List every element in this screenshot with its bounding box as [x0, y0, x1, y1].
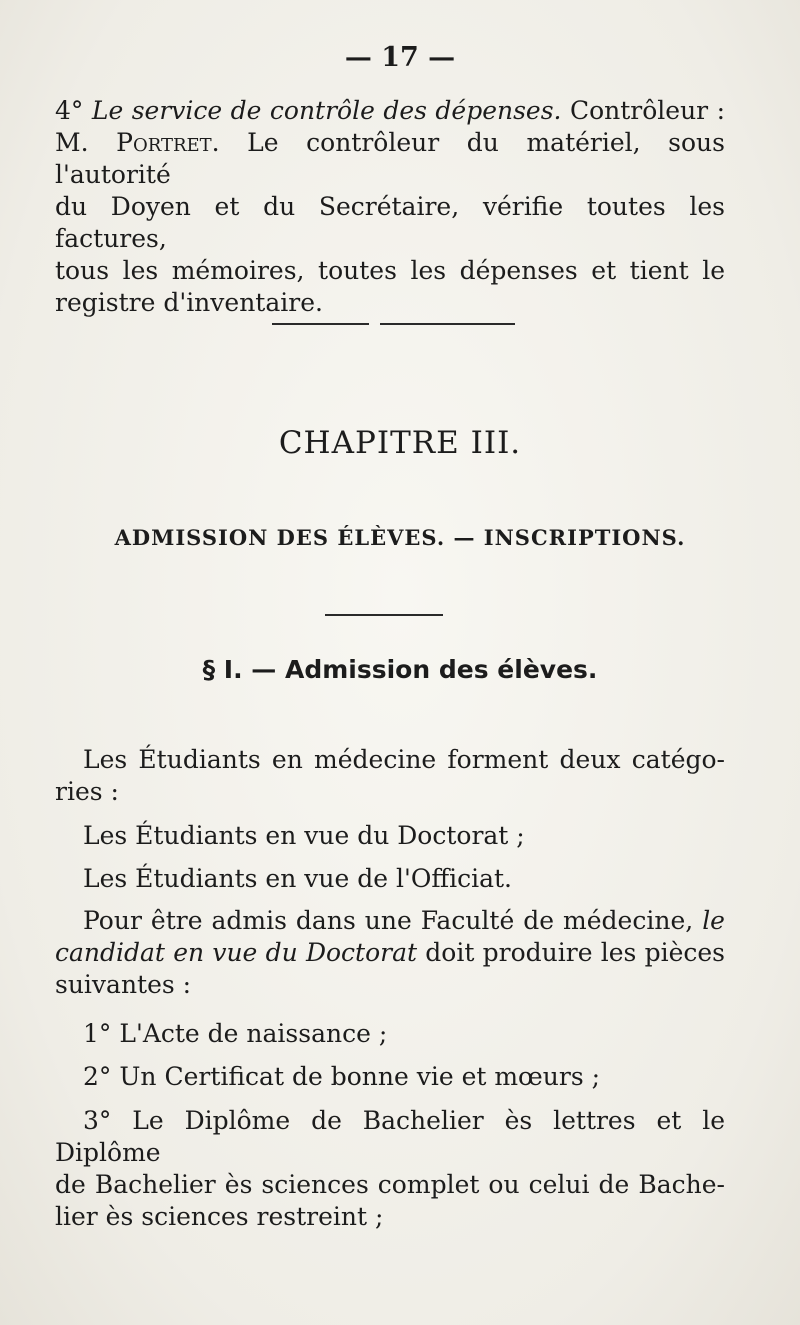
section-title: § I. — Admission des élèves.: [202, 655, 598, 684]
list-item-diplome: [55, 1105, 725, 1233]
text-run: Pour être admis dans une Faculté de médecine,: [83, 906, 694, 935]
paragraph-admission: [55, 905, 725, 1001]
paragraph-line: lier ès sciences restreint ;: [55, 1202, 384, 1231]
text-run-italic: le: [702, 906, 725, 935]
paragraph-controle-depenses: [55, 95, 725, 319]
section-heading-italic: Le service de contrôle des dépenses.: [91, 96, 562, 125]
text-run: Contrôleur :: [569, 96, 725, 125]
paragraph-line: [55, 127, 725, 191]
paragraph-line: du Doyen et du Secrétaire, vérifie toutes les factures,: [55, 192, 725, 253]
list-item-acte-naissance: 1° L'Acte de naissance ;: [83, 1019, 388, 1048]
person-name: Portret: [116, 128, 212, 157]
divider-rule: [325, 614, 443, 616]
divider-rule: [272, 323, 369, 325]
divider-rule: [380, 323, 515, 325]
paragraph-line: Les Étudiants en médecine forment deux catégo-: [83, 745, 725, 774]
page-number: — 17 —: [344, 42, 456, 73]
text-run: doit produire les pièces: [425, 938, 726, 967]
list-item-certificat: 2° Un Certificat de bonne vie et mœurs ;: [83, 1062, 601, 1091]
chapter-title: CHAPITRE III.: [278, 425, 522, 461]
paragraph-line: [55, 905, 725, 937]
paragraph-line: registre d'inventaire.: [55, 288, 323, 317]
paragraph-categories: [55, 744, 725, 808]
paragraph-line: de Bachelier ès sciences complet ou celui de Bache-: [55, 1170, 725, 1199]
paragraph-line: [55, 937, 725, 969]
list-item-officiat: Les Étudiants en vue de l'Officiat.: [83, 864, 512, 893]
item-number: 4°: [55, 96, 84, 125]
paragraph-line: 3° Le Diplôme de Bachelier ès lettres et le Diplôme: [55, 1106, 725, 1167]
paragraph-line: tous les mémoires, toutes les dépenses et tient le: [55, 256, 725, 285]
chapter-subtitle: ADMISSION DES ÉLÈVES. — INSCRIPTIONS.: [114, 525, 686, 550]
text-run: M.: [55, 128, 89, 157]
paragraph-line: [55, 95, 725, 127]
text-run-italic: candidat en vue du Doctorat: [55, 938, 418, 967]
paragraph-line: suivantes :: [55, 970, 192, 999]
paragraph-line: ries :: [55, 777, 119, 806]
list-item-doctorat: Les Étudiants en vue du Doctorat ;: [83, 821, 525, 850]
text-run: . Le contrôleur du matériel, sous l'autorité: [55, 128, 725, 189]
